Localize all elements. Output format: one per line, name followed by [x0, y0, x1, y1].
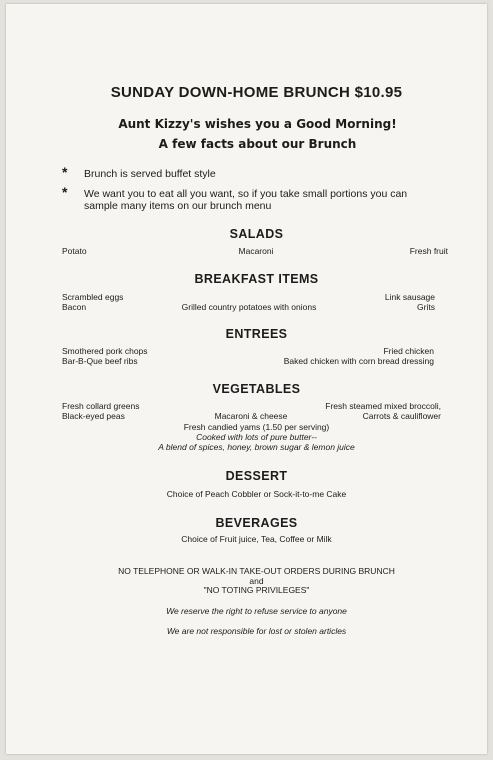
menu-item: Baked chicken with corn bread dressing [283, 356, 434, 366]
asterisk-bullet-icon: * [62, 164, 68, 180]
menu-item: Macaroni [238, 246, 274, 256]
menu-item-note: Cooked with lots of pure butter-- [196, 432, 317, 442]
menu-item: Potato [62, 246, 87, 256]
section-heading-beverages: BEVERAGES [215, 516, 298, 530]
menu-title: SUNDAY DOWN-HOME BRUNCH $10.95 [110, 84, 403, 101]
section-heading-entrees: ENTREES [225, 327, 288, 341]
menu-item: Fried chicken [383, 346, 434, 356]
menu-item: Bacon [62, 302, 87, 312]
menu-item: Fresh candied yams (1.50 per serving) [183, 422, 330, 432]
section-heading-vegetables: VEGETABLES [212, 382, 301, 396]
menu-item: Link sausage [384, 292, 435, 302]
menu-item: Fresh collard greens [62, 401, 140, 411]
menu-item: Choice of Fruit juice, Tea, Coffee or Milk [181, 534, 332, 544]
menu-item: Bar-B-Que beef ribs [62, 356, 138, 366]
fact-text: We want you to eat all you want, so if you take small portions you can sample many items on our brunch menu [84, 188, 408, 212]
menu-item: Grits [417, 302, 435, 312]
menu-item: Scrambled eggs [62, 292, 124, 302]
notice-and: and [249, 576, 264, 586]
facts-heading: A few facts about our Brunch [158, 137, 357, 151]
menu-sheet [6, 4, 487, 754]
notice-refuse-service: We reserve the right to refuse service to anyone [166, 606, 347, 616]
menu-item: Carrots & cauliflower [362, 411, 441, 421]
menu-item: Grilled country potatoes with onions [181, 302, 317, 312]
menu-item: Fresh steamed mixed broccoli, [325, 401, 441, 411]
menu-item: Smothered pork chops [62, 346, 148, 356]
menu-item: Black-eyed peas [62, 411, 125, 421]
section-heading-dessert: DESSERT [225, 469, 288, 483]
notice-lost-articles: We are not responsible for lost or stolen articles [166, 626, 347, 636]
greeting: Aunt Kizzy's wishes you a Good Morning! [118, 117, 397, 131]
menu-item-note: A blend of spices, honey, brown sugar & lemon juice [158, 442, 355, 452]
section-heading-breakfast: BREAKFAST ITEMS [194, 272, 319, 286]
fact-text: Brunch is served buffet style [84, 168, 216, 180]
notice-toting: "NO TOTING PRIVILEGES" [203, 585, 310, 595]
asterisk-bullet-icon: * [62, 184, 68, 200]
menu-item: Macaroni & cheese [214, 411, 288, 421]
menu-item: Fresh fruit [409, 246, 448, 256]
menu-item: Choice of Peach Cobbler or Sock-it-to-me Cake [166, 489, 347, 499]
section-heading-salads: SALADS [229, 227, 284, 241]
notice-takeout: NO TELEPHONE OR WALK-IN TAKE-OUT ORDERS DURING BRUNCH [118, 566, 395, 576]
